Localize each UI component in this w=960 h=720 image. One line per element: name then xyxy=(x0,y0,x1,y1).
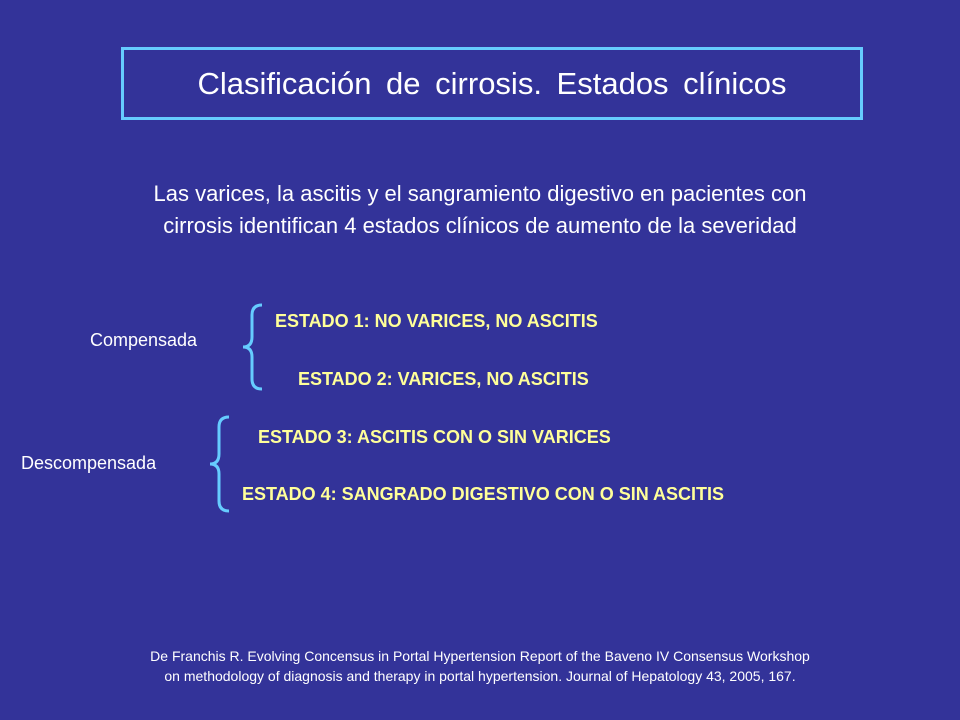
group-label-descompensada: Descompensada xyxy=(21,453,157,473)
state-4: ESTADO 4: SANGRADO DIGESTIVO CON O SIN ASCITIS xyxy=(242,484,725,504)
title-box xyxy=(121,47,863,120)
state-1: ESTADO 1: NO VARICES, NO ASCITIS xyxy=(275,311,598,331)
intro-line: Las varices, la ascitis y el sangramiento digestivo en pacientes con xyxy=(153,181,807,206)
slide-title: Clasificación de cirrosis. Estados clínicos xyxy=(197,65,787,101)
intro-line: cirrosis identifican 4 estados clínicos de aumento de la severidad xyxy=(163,213,797,238)
reference-line: on methodology of diagnosis and therapy in portal hypertension. Journal of Hepatology 43, 2005, 167. xyxy=(164,668,796,684)
reference-citation xyxy=(40,646,920,686)
state-2: ESTADO 2: VARICES, NO ASCITIS xyxy=(298,369,589,389)
reference-line: De Franchis R. Evolving Concensus in Portal Hypertension Report of the Baveno IV Consensus Workshop xyxy=(150,648,810,664)
group-label-compensada: Compensada xyxy=(90,330,198,350)
brace-compensada xyxy=(240,303,266,391)
brace-descompensada xyxy=(207,415,233,513)
state-3: ESTADO 3: ASCITIS CON O SIN VARICES xyxy=(258,427,611,447)
intro-paragraph xyxy=(60,178,900,242)
